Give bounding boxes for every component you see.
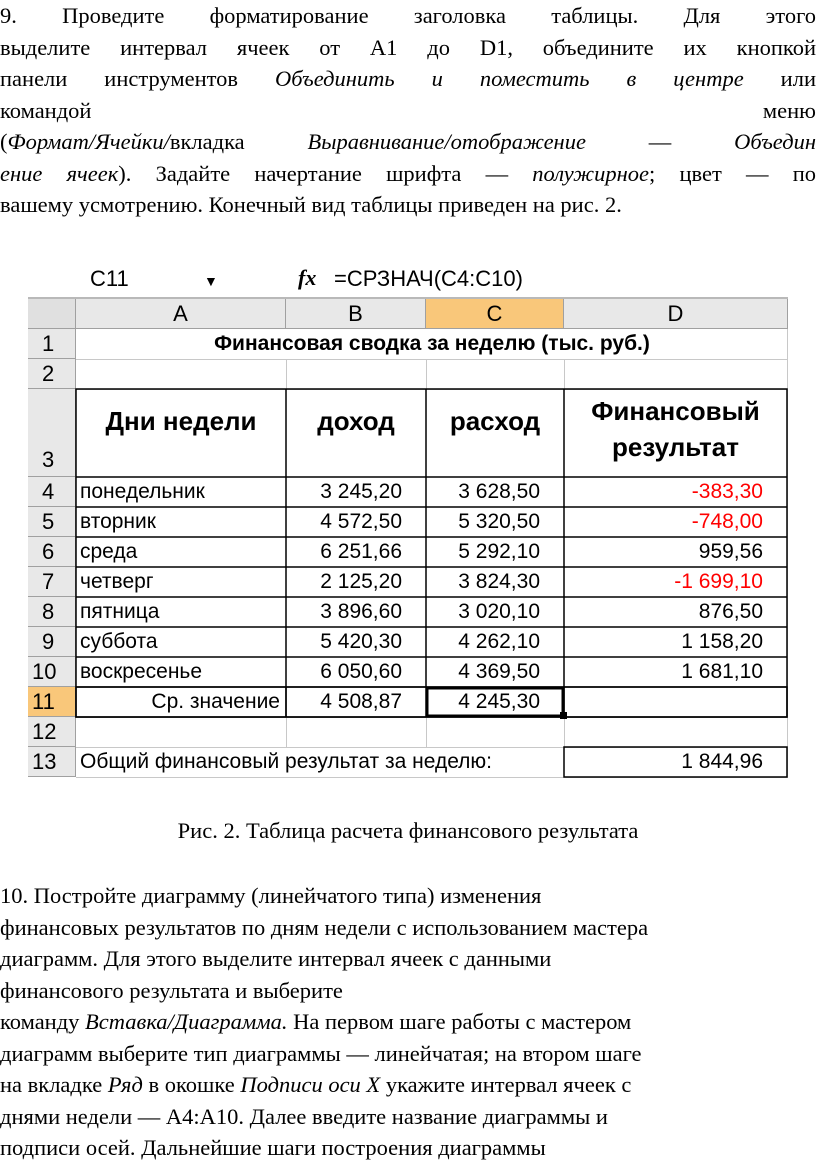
italic-text: полужирное — [532, 160, 649, 186]
chevron-down-icon[interactable]: ▼ — [204, 273, 218, 289]
text-run: в окошке — [142, 1072, 241, 1097]
p10-line — [0, 1038, 816, 1070]
row-header[interactable]: 13 — [28, 747, 76, 777]
cell-result[interactable]: -383,30 — [691, 480, 763, 503]
spreadsheet-figure — [28, 261, 788, 780]
text-run: — — [585, 129, 735, 154]
row-header[interactable]: 10 — [28, 657, 76, 687]
italic-text: ение ячеек — [0, 160, 119, 186]
text-run: диаграмм. Для этого выделите интервал ячеек с данными — [0, 946, 552, 971]
column-header-b[interactable]: B — [286, 299, 426, 329]
total-value[interactable]: 1 844,96 — [681, 750, 763, 773]
figure-caption: Рис. 2. Таблица расчета финансового результата — [177, 818, 639, 843]
paragraph-10 — [0, 880, 816, 1164]
cell-expense[interactable]: 3 628,50 — [458, 480, 540, 503]
text-run: ). Задайте начертание шрифта — — [118, 160, 533, 186]
p9-line — [0, 189, 816, 221]
text-run: панели инструментов — [0, 66, 276, 91]
italic-text: Объединить и поместить в центре — [275, 66, 744, 91]
p9-line — [0, 126, 816, 158]
header-income[interactable]: доход — [317, 406, 395, 436]
row-header[interactable]: 5 — [28, 507, 76, 537]
cell-expense[interactable]: 5 292,10 — [458, 540, 540, 563]
text-run: командой меню — [0, 97, 816, 123]
text-run: ; цвет — по — [649, 160, 816, 186]
cell-expense[interactable]: 4 369,50 — [458, 660, 540, 683]
text-run: вкладка — [169, 129, 308, 154]
cell-income[interactable]: 3 896,60 — [320, 600, 402, 623]
row-header[interactable]: 9 — [28, 627, 76, 657]
p10-line — [0, 912, 816, 944]
cell-income[interactable]: 6 251,66 — [320, 540, 402, 563]
cell-day[interactable]: пятница — [80, 600, 160, 623]
row-header[interactable]: 3 — [28, 389, 76, 477]
table-title[interactable]: Финансовая сводка за неделю (тыс. руб.) — [214, 332, 650, 355]
cell-expense[interactable]: 3 824,30 — [458, 570, 540, 593]
text-run: диаграмм выберите тип диаграммы — линейчатая; на втором шаге — [0, 1040, 642, 1066]
p10-line — [0, 1006, 816, 1038]
italic-text: Формат/Ячейки/ — [7, 129, 170, 154]
column-header-a[interactable]: A — [76, 299, 286, 329]
cell-result[interactable]: -748,00 — [691, 510, 763, 533]
text-run: или — [743, 66, 816, 91]
row-header[interactable]: 12 — [28, 717, 76, 747]
text-run: финансового результата и выберите — [0, 977, 343, 1003]
p10-line — [0, 880, 816, 912]
cell-income[interactable]: 5 420,30 — [320, 630, 402, 653]
p9-line — [0, 63, 816, 95]
header-days[interactable]: Дни недели — [105, 406, 257, 436]
text-run: подписи осей. Дальнейшие шаги построения диаграммы — [0, 1135, 546, 1160]
text-run: 9. Проведите форматирование заголовка таблицы. Для этого — [0, 3, 816, 28]
row-header[interactable]: 2 — [28, 359, 76, 389]
p9-line — [0, 158, 816, 190]
cell-income[interactable]: 2 125,20 — [320, 570, 402, 593]
column-header-d[interactable]: D — [564, 299, 788, 329]
row-header[interactable]: 7 — [28, 567, 76, 597]
p9-line — [0, 95, 816, 127]
cell-expense[interactable]: 5 320,50 — [458, 510, 540, 533]
cell-day[interactable]: суббота — [80, 630, 158, 653]
text-run: вашему усмотрению. Конечный вид таблицы приведен на рис. 2. — [0, 192, 622, 217]
italic-text: Выравнивание/отображение — [307, 129, 586, 154]
header-result[interactable] — [564, 393, 787, 473]
paragraph-9 — [0, 0, 816, 221]
text-run: команду — [0, 1009, 86, 1034]
row-header[interactable]: 6 — [28, 537, 76, 567]
p10-line — [0, 975, 816, 1007]
text-run: На первом шаге работы с мастером — [287, 1009, 632, 1034]
cell-result[interactable]: -1 699,10 — [674, 570, 763, 593]
cell-income[interactable]: 6 050,60 — [320, 660, 402, 683]
total-label[interactable]: Общий финансовый результат за неделю: — [80, 750, 493, 773]
cell-result[interactable]: 1 681,10 — [681, 660, 763, 683]
p10-line — [0, 1132, 816, 1164]
header-expense[interactable]: расход — [449, 406, 541, 436]
avg-label[interactable]: Ср. значение — [151, 690, 280, 713]
italic-text: Вставка/Диаграмма. — [85, 1009, 288, 1034]
text-run: на вкладке — [0, 1072, 108, 1097]
cell-day[interactable]: вторник — [80, 510, 156, 533]
row-header[interactable]: 11 — [28, 687, 76, 717]
italic-text: Подписи оси X — [240, 1072, 381, 1097]
avg-income[interactable]: 4 508,87 — [320, 690, 402, 713]
cell-expense[interactable]: 4 262,10 — [458, 630, 540, 653]
cell-result[interactable]: 1 158,20 — [681, 630, 763, 653]
row-header[interactable]: 4 — [28, 477, 76, 507]
cell-result[interactable]: 876,50 — [698, 600, 763, 623]
p10-line — [0, 1101, 816, 1133]
cell-day[interactable]: среда — [80, 540, 138, 563]
row-header[interactable]: 1 — [28, 329, 76, 359]
cell-income[interactable]: 4 572,50 — [320, 510, 402, 533]
cell-expense[interactable]: 3 020,10 — [458, 600, 540, 623]
text-run: днями недели — A4:A10. Далее введите название диаграммы и — [0, 1103, 608, 1129]
p9-line — [0, 32, 816, 64]
avg-expense[interactable]: 4 245,30 — [458, 690, 540, 713]
cell-result[interactable]: 959,56 — [698, 540, 763, 563]
name-box[interactable]: C11 — [90, 266, 129, 291]
italic-text: Объедин — [734, 129, 816, 154]
p10-line — [0, 1069, 816, 1101]
text-run: укажите интервал ячеек с — [380, 1072, 632, 1097]
header-result-line1: Финансовый — [591, 396, 760, 426]
cell-day[interactable]: четверг — [80, 570, 154, 593]
row-header[interactable]: 8 — [28, 597, 76, 627]
formula-input[interactable]: =СРЗНАЧ(C4:C10) — [334, 266, 523, 291]
fx-icon[interactable]: fx — [298, 265, 317, 290]
p9-line — [0, 0, 816, 32]
text-run: финансовых результатов по дням недели с использованием мастера — [0, 914, 649, 940]
cell-day[interactable]: понедельник — [80, 480, 205, 503]
header-result-line2: результат — [612, 432, 739, 462]
cell-income[interactable]: 3 245,20 — [320, 480, 402, 503]
italic-text: Ряд — [107, 1072, 143, 1097]
text-run: 10. Постройте диаграмму (линейчатого типа) изменения — [0, 883, 542, 908]
p10-line — [0, 943, 816, 975]
text-run: ( — [0, 129, 8, 154]
column-header-c[interactable]: C — [426, 299, 564, 329]
text-run: выделите интервал ячеек от A1 до D1, объедините их кнопкой — [0, 34, 816, 60]
cell-day[interactable]: воскресенье — [80, 660, 203, 683]
